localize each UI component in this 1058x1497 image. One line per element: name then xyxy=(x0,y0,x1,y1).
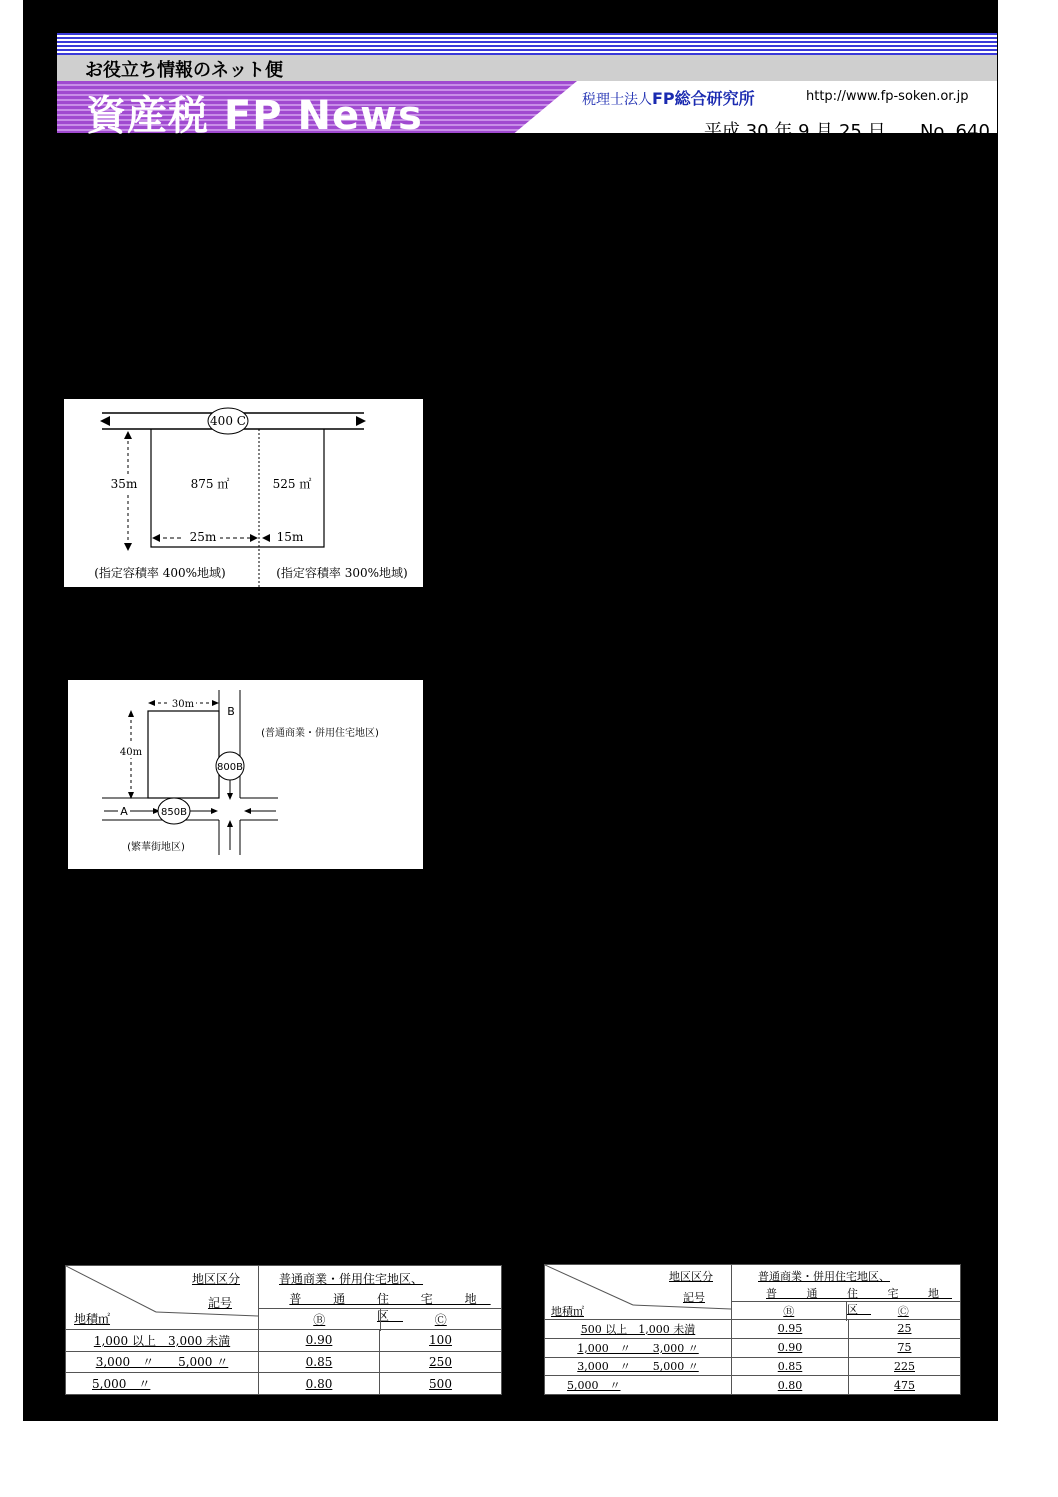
rate-table-1-grid xyxy=(65,1265,502,1395)
table2-row1-b: 0.95 xyxy=(732,1320,849,1339)
table1-area-label: 地積㎡ xyxy=(74,1312,111,1326)
table1-col-header-line1: 普通商業・併用住宅地区、 xyxy=(279,1272,424,1286)
table1-column-header xyxy=(259,1266,502,1330)
table1-row3-c: 500 xyxy=(380,1373,502,1395)
firm-prefix: 税理士法人 xyxy=(582,92,652,108)
table2-row1-range: 500 以上 1,000 未満 xyxy=(545,1320,732,1339)
newsletter-subtitle: お役立ち情報のネット便 xyxy=(85,60,283,81)
corner-lot-figure xyxy=(68,680,423,869)
road-price-label: 400 C xyxy=(210,414,246,428)
width-left-label: 25m xyxy=(189,530,217,544)
table1-row2-c: 250 xyxy=(380,1351,502,1373)
table2-row1-c: 25 xyxy=(849,1320,961,1339)
road-b-price: 800B xyxy=(217,762,243,773)
lot-depth-label: 40m xyxy=(119,747,143,758)
table1-col-b: Ⓑ xyxy=(259,1309,381,1331)
issue-number: No. 640 xyxy=(919,121,990,142)
table1-row1-b: 0.90 xyxy=(259,1330,380,1352)
table-row xyxy=(66,1351,502,1373)
area-right-label: 525 ㎡ xyxy=(272,477,312,491)
road-b-label: B xyxy=(227,705,235,718)
newsletter-title: 資産税 FP News xyxy=(86,93,423,139)
rate-table-1 xyxy=(65,1265,502,1395)
issue-date: 平成 30 年 9 月 25 日 xyxy=(704,121,886,142)
table-row xyxy=(545,1320,961,1339)
table1-row3-range: 5,000 〃 xyxy=(66,1373,259,1395)
table1-col-header-line2: 普 通 住 宅 地 区 xyxy=(289,1292,491,1323)
table2-col-header-line2: 普 通 住 宅 地 区 xyxy=(766,1287,952,1316)
road-a-price: 850B xyxy=(161,807,187,818)
table2-col-b: Ⓑ xyxy=(732,1302,847,1321)
rate-table-2-grid xyxy=(544,1264,961,1395)
zone-left-label: (指定容積率 400%地域) xyxy=(94,566,226,580)
road-a-label: A xyxy=(120,805,128,818)
table-row xyxy=(66,1373,502,1395)
table2-column-header xyxy=(732,1265,961,1320)
table1-row1-range: 1,000 以上 3,000 未満 xyxy=(66,1330,259,1352)
table2-row4-range: 5,000 〃 xyxy=(545,1376,732,1395)
table1-row2-range: 3,000 〃 5,000 〃 xyxy=(66,1351,259,1373)
table-row xyxy=(66,1330,502,1352)
table2-row3-c: 225 xyxy=(849,1357,961,1376)
table1-district-label: 地区区分 xyxy=(191,1272,240,1286)
table-row xyxy=(545,1357,961,1376)
table2-header-cell xyxy=(545,1265,732,1320)
table2-row4-c: 475 xyxy=(849,1376,961,1395)
width-right-label: 15m xyxy=(276,530,304,544)
table2-symbol-row xyxy=(732,1301,960,1321)
table-row xyxy=(545,1338,961,1357)
table2-col-c: Ⓒ xyxy=(897,1305,909,1318)
table2-row2-c: 75 xyxy=(849,1338,961,1357)
firm-name-main: FP総合研究所 xyxy=(652,89,755,108)
table2-district-label: 地区区分 xyxy=(669,1270,713,1283)
table1-row2-b: 0.85 xyxy=(259,1351,380,1373)
table2-symbol-label: 記号 xyxy=(683,1291,705,1304)
land-split-figure xyxy=(64,399,423,587)
table1-symbol-row xyxy=(259,1308,501,1331)
area-left-label: 875 ㎡ xyxy=(190,477,230,491)
zone-right-label: (指定容積率 300%地域) xyxy=(276,566,408,580)
table2-col-header-line1: 普通商業・併用住宅地区、 xyxy=(758,1270,890,1283)
firm-url[interactable]: http://www.fp-soken.or.jp xyxy=(806,89,969,104)
zone-upper-label: (普通商業・併用住宅地区) xyxy=(261,728,379,739)
table2-area-label: 地積㎡ xyxy=(551,1305,584,1318)
issue-line xyxy=(704,117,990,143)
table2-row2-b: 0.90 xyxy=(732,1338,849,1357)
rate-table-2 xyxy=(544,1264,961,1395)
table1-row1-c: 100 xyxy=(380,1330,502,1352)
zone-lower-label: (繁華街地区) xyxy=(127,842,185,853)
table1-row3-b: 0.80 xyxy=(259,1373,380,1395)
table1-symbol-label: 記号 xyxy=(207,1296,232,1310)
table-row xyxy=(545,1376,961,1395)
firm-name xyxy=(582,86,755,109)
table1-header-cell xyxy=(66,1266,259,1330)
table2-row4-b: 0.80 xyxy=(732,1376,849,1395)
depth-label: 35m xyxy=(110,477,138,491)
table2-row3-range: 3,000 〃 5,000 〃 xyxy=(545,1357,732,1376)
lot-width-label: 30m xyxy=(171,699,195,710)
table1-col-c: Ⓒ xyxy=(434,1313,447,1327)
table2-row2-range: 1,000 〃 3,000 〃 xyxy=(545,1338,732,1357)
table2-row3-b: 0.85 xyxy=(732,1357,849,1376)
header-stripe-band xyxy=(57,33,997,55)
